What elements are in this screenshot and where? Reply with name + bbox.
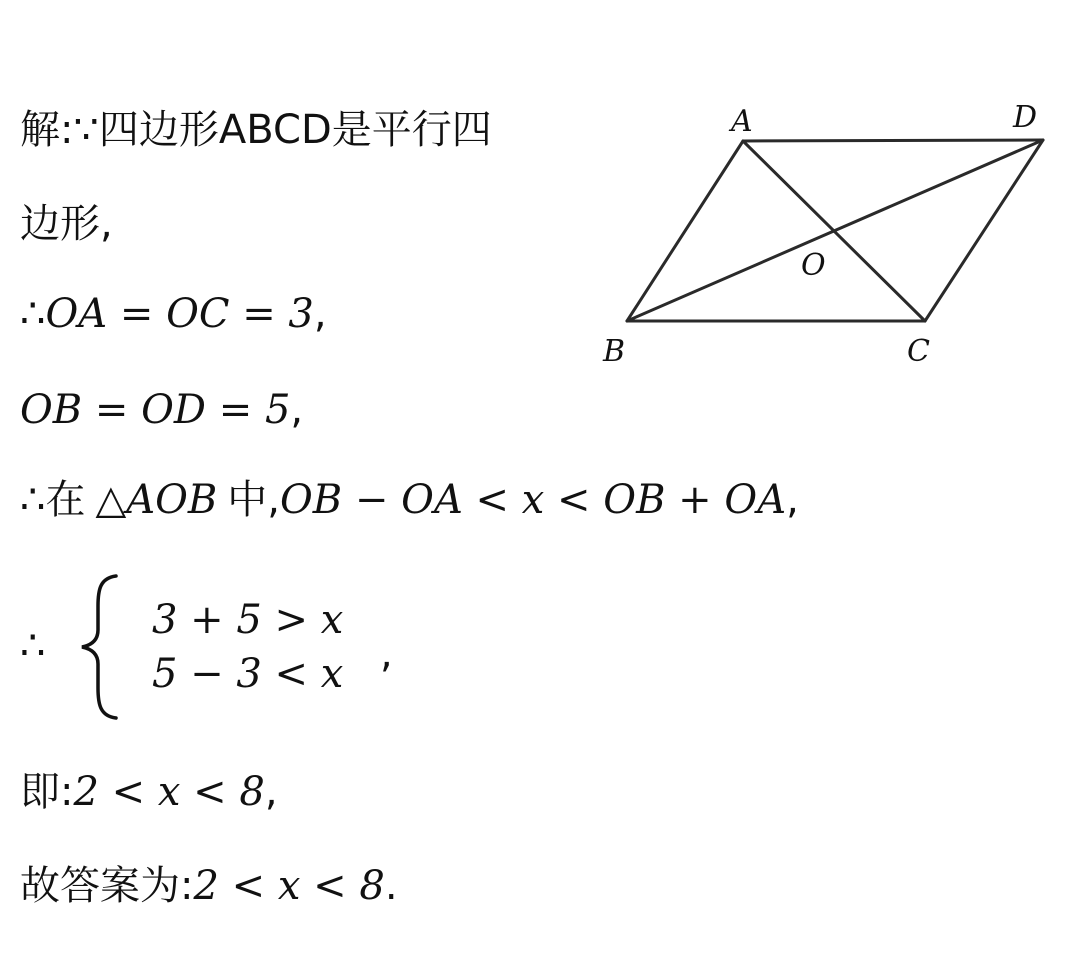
comma: ,	[313, 291, 327, 337]
vertex-label-o: O	[801, 248, 826, 283]
solution-line-1	[20, 104, 492, 156]
solution-intro-text: 解:∵四边形ABCD是平行四	[20, 107, 492, 153]
parallelogram-diagram	[595, 95, 1065, 380]
comma: ,	[290, 387, 304, 433]
final-answer: 2 < x < 8	[193, 863, 385, 909]
therefore-symbol: ∴	[20, 477, 46, 523]
inequality-row-2: 5 − 3 < x	[152, 651, 344, 697]
vertex-label-c: C	[907, 334, 930, 369]
vertex-label-b: B	[603, 334, 626, 369]
left-brace-icon	[76, 572, 126, 722]
solution-line-7	[20, 766, 278, 818]
solution-line-4	[20, 384, 303, 436]
triangle-inequality: OB − OA < x < OB + OA	[280, 477, 787, 523]
in-text: 在	[45, 477, 86, 523]
comma: ,	[786, 477, 799, 523]
comma: ,	[264, 769, 278, 815]
vertex-label-a: A	[731, 104, 753, 139]
equation-oa-oc: OA = OC = 3	[45, 291, 314, 337]
answer-label: 故答案为:	[20, 863, 194, 909]
vertex-label-d: D	[1013, 100, 1038, 135]
therefore-symbol: ∴	[20, 291, 46, 337]
triangle-aob: △AOB	[95, 477, 218, 523]
inequality-system	[20, 572, 440, 722]
solution-line-2	[20, 198, 113, 250]
result-inequality: 2 < x < 8	[73, 769, 265, 815]
middle-text: 中,	[227, 477, 281, 523]
solution-line-3	[20, 288, 327, 340]
therefore-symbol: ∴	[20, 623, 46, 669]
diagonal-bd	[627, 140, 1043, 321]
comma: ,	[380, 631, 393, 677]
equation-ob-od: OB = OD = 5	[20, 387, 291, 433]
solution-line-8	[20, 860, 398, 912]
solution-line-5	[20, 474, 799, 526]
parallelogram-figure	[595, 95, 1065, 380]
side-ad	[743, 140, 1043, 141]
solution-intro-continued: 边形,	[20, 201, 113, 247]
namely-label: 即:	[20, 769, 74, 815]
period: .	[384, 863, 398, 909]
side-ab	[627, 141, 743, 321]
inequality-row-1: 3 + 5 > x	[152, 597, 344, 643]
